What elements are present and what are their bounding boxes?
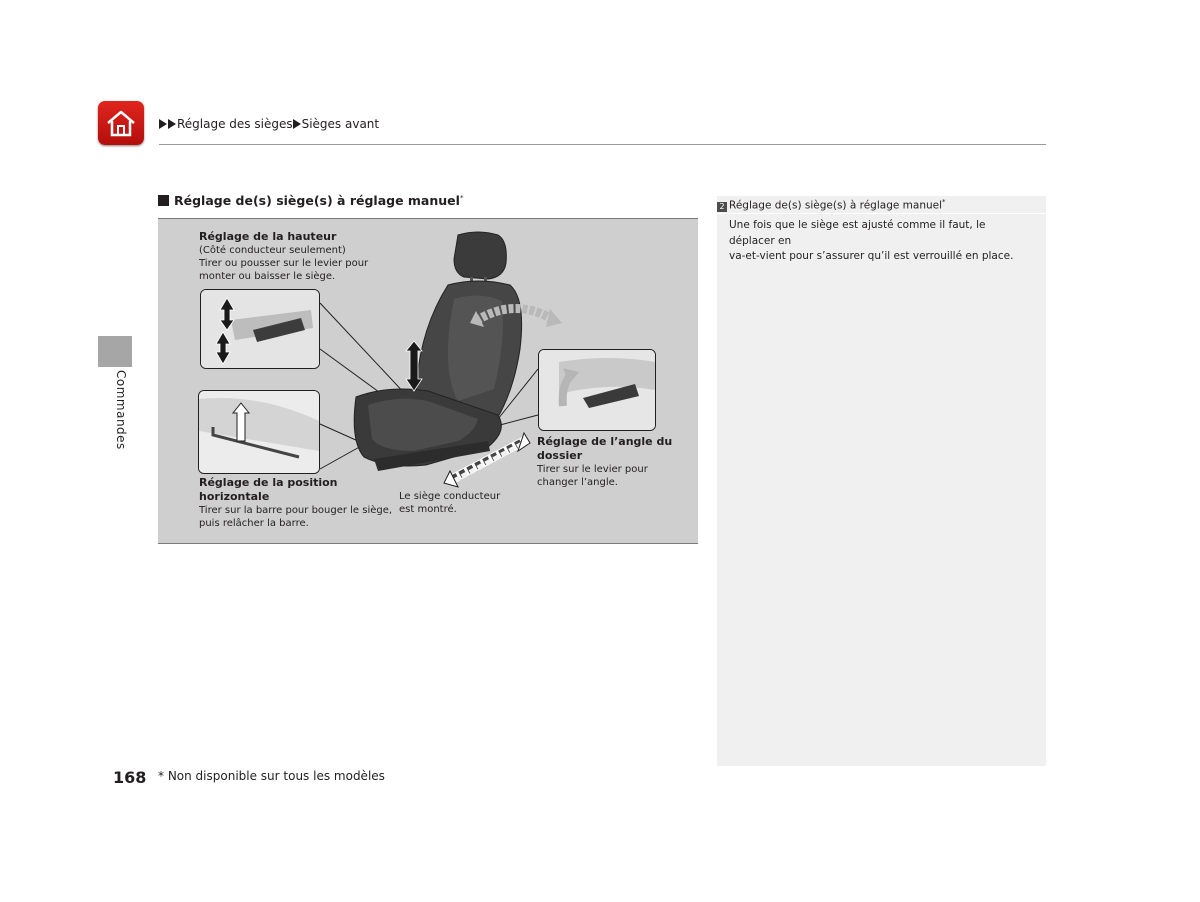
- height-adjust-title: Réglage de la hauteur: [199, 230, 337, 243]
- seat-adjustment-figure: [158, 218, 698, 544]
- backrest-lever-illustration: [539, 350, 655, 430]
- driver-seat-note-1: Le siège conducteur: [399, 491, 501, 502]
- arrow-right-icon: [293, 119, 301, 129]
- height-adjust-note: (Côté conducteur seulement): [199, 245, 346, 256]
- breadcrumb: [159, 117, 379, 131]
- side-tab-marker: [98, 336, 132, 367]
- horizontal-adjust-desc-2: puis relâcher la barre.: [199, 518, 309, 529]
- section-heading: [158, 193, 463, 208]
- horizontal-adjust-desc-1: Tirer sur la barre pour bouger le siège,: [199, 505, 393, 516]
- home-icon: [104, 108, 138, 138]
- horizontal-bar-illustration: [199, 391, 319, 473]
- backrest-adjust-label: [537, 435, 672, 489]
- driver-seat-note: [399, 490, 500, 516]
- height-adjust-desc-2: monter ou baisser le siège.: [199, 271, 336, 282]
- side-tab-label[interactable]: Commandes: [114, 370, 128, 450]
- height-lever-inset: [200, 289, 320, 369]
- note-title-text: Réglage de(s) siège(s) à réglage manuel: [729, 199, 943, 212]
- horizontal-adjust-title-2: horizontale: [199, 490, 270, 503]
- backrest-lever-inset: [538, 349, 656, 431]
- footnote: * Non disponible sur tous les modèles: [158, 769, 385, 783]
- header-divider: [159, 144, 1046, 145]
- backrest-adjust-desc-2: changer l’angle.: [537, 477, 618, 488]
- height-adjust-label: [199, 230, 368, 283]
- horizontal-adjust-title-1: Réglage de la position: [199, 476, 338, 489]
- breadcrumb-item-front-seats[interactable]: Sièges avant: [301, 117, 380, 131]
- backrest-adjust-title-1: Réglage de l’angle du: [537, 435, 673, 448]
- backrest-adjust-desc-1: Tirer sur le levier pour: [537, 464, 648, 475]
- asterisk-marker: *: [459, 193, 464, 202]
- page-number: 168: [113, 768, 147, 787]
- arrow-right-icon: [168, 119, 176, 129]
- square-bullet-icon: [158, 195, 169, 206]
- reference-icon: 2: [717, 202, 727, 212]
- home-button[interactable]: [98, 101, 144, 145]
- note-asterisk: *: [942, 198, 946, 206]
- section-heading-text: Réglage de(s) siège(s) à réglage manuel: [174, 193, 460, 208]
- breadcrumb-item-seat-adjustment[interactable]: Réglage des sièges: [177, 117, 293, 131]
- height-adjust-desc-1: Tirer ou pousser sur le levier pour: [199, 258, 369, 269]
- note-body-line-1: Une fois que le siège est ajusté comme il faut, le déplacer en: [729, 219, 986, 247]
- horizontal-adjust-label: [199, 476, 392, 530]
- backrest-adjust-title-2: dossier: [537, 449, 583, 462]
- height-lever-illustration: [201, 290, 319, 368]
- arrow-right-icon: [159, 119, 167, 129]
- note-title: [717, 198, 946, 212]
- horizontal-bar-inset: [198, 390, 320, 474]
- note-body: [729, 218, 1034, 265]
- note-body-line-2: va-et-vient pour s’assurer qu’il est verrouillé en place.: [729, 250, 1014, 262]
- note-panel: [717, 196, 1046, 766]
- driver-seat-note-2: est montré.: [399, 504, 457, 515]
